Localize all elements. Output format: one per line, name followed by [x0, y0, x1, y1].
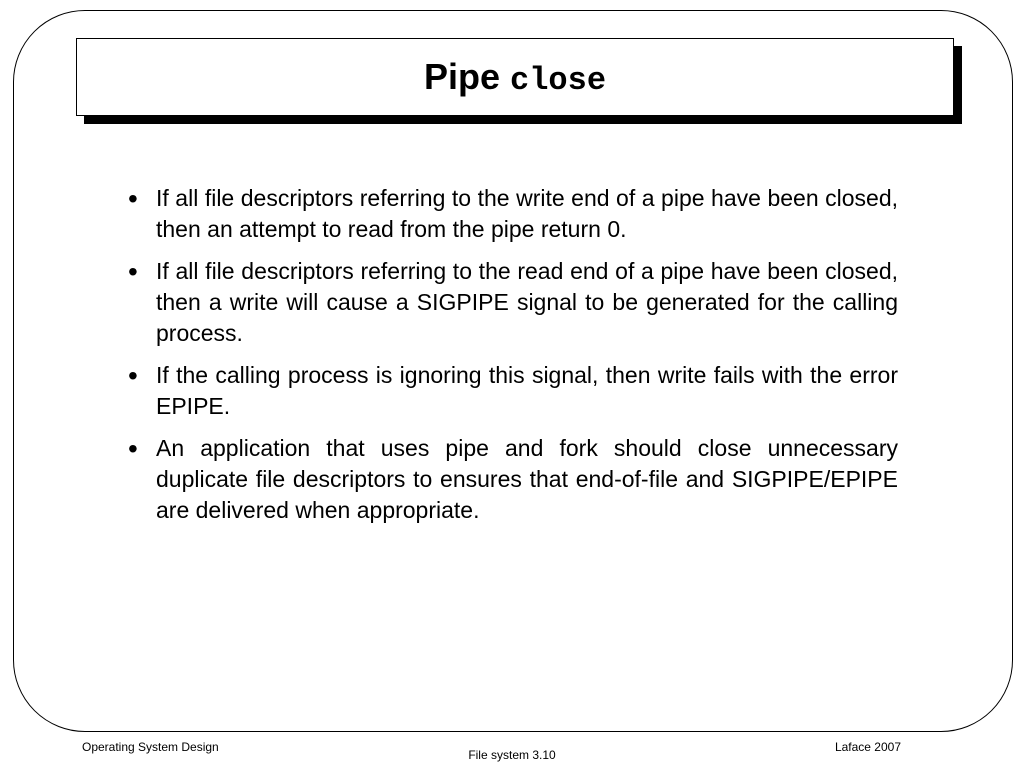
bullet-text: If the calling process is ignoring this signal, then write fails with the error EPIPE. [156, 362, 898, 419]
slide-title [424, 56, 606, 99]
bullet-icon: • [128, 433, 138, 464]
footer-course: Operating System Design [82, 740, 219, 754]
bullet-item [128, 433, 898, 526]
title-box [76, 38, 954, 116]
bullet-icon: • [128, 183, 138, 214]
bullet-text: If all file descriptors referring to the write end of a pipe have been closed, then an attempt to read from the pipe return 0. [156, 185, 898, 242]
bullet-item [128, 360, 898, 422]
footer-page: File system 3.10 [468, 748, 556, 762]
slide-title-text: Pipe [423, 55, 510, 97]
bullet-icon: • [128, 360, 138, 391]
bullet-list [128, 183, 898, 537]
bullet-text: An application that uses pipe and fork should close unnecessary duplicate file descriptors to ensures that end-of-file and SIGPIPE/EPIPE are delivered when appropriate. [156, 435, 898, 523]
slide-title-code: close [510, 61, 607, 99]
bullet-item [128, 183, 898, 245]
bullet-text: If all file descriptors referring to the read end of a pipe have been closed, then a write will cause a SIGPIPE signal to be generated for the calling process. [156, 258, 898, 346]
bullet-icon: • [128, 256, 138, 287]
bullet-item [128, 256, 898, 349]
footer-author: Laface 2007 [834, 740, 901, 754]
